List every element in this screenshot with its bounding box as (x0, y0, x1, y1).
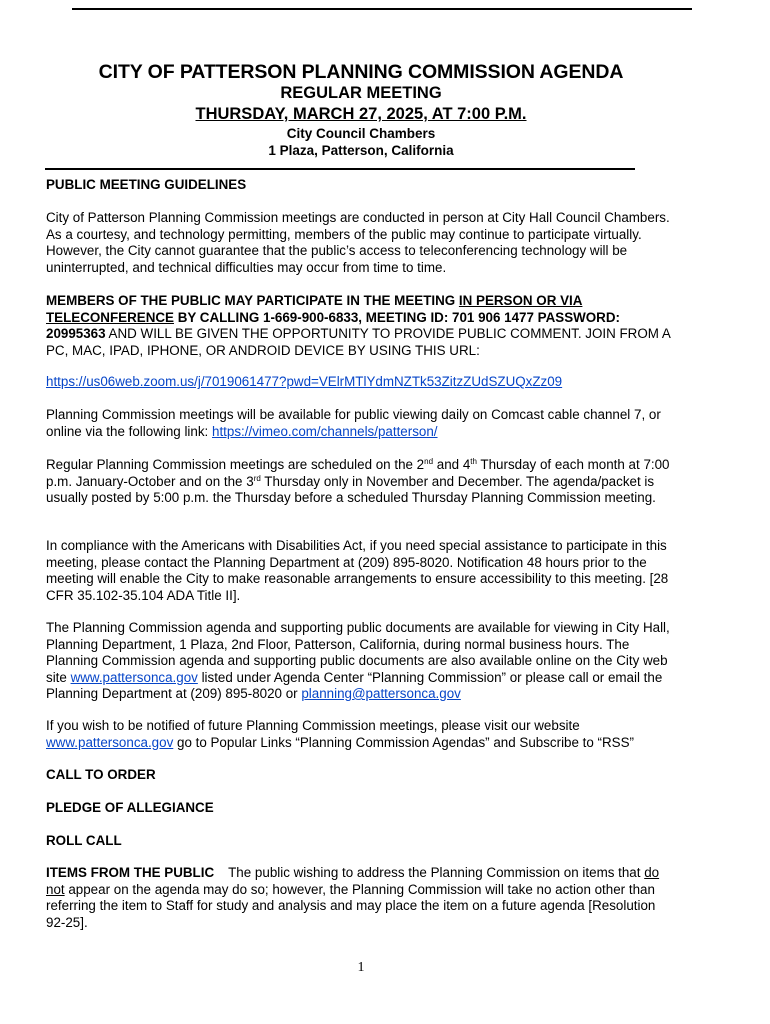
ada-paragraph: In compliance with the Americans with Disabilities Act, if you need special assistance to participate in this meeting, please contact the Planning Department at (209) 895-8020. Notification 48 hours prior to the meeting will enable the City to make reasonable arrangements to ensure accessibility to this meeting. [28 CFR 35.102-35.104 ADA Title II]. (46, 538, 669, 603)
items-do-not: do not (46, 865, 660, 897)
agenda-title: CITY OF PATTERSON PLANNING COMMISSION AGENDA (98, 61, 624, 83)
meeting-address: 1 Plaza, Patterson, California (268, 143, 454, 158)
viewing-paragraph (46, 407, 671, 440)
schedule-text-4: Thursday only in November and December. The agenda/packet is usually posted by 5:00 p.m. the Thursday before a scheduled Thursday Planning Commission meeting. (46, 473, 656, 505)
schedule-text-2: and 4 (433, 457, 471, 472)
documents-text-2: listed under Agenda Center “Planning Commission” or please call or email the Planning Department at (209) 895-8020 or (46, 669, 663, 701)
items-from-public-heading: ITEMS FROM THE PUBLIC (46, 865, 215, 880)
website-link[interactable]: www.pattersonca.gov (70, 669, 198, 685)
notify-website-link[interactable]: www.pattersonca.gov (46, 734, 174, 750)
items-text-2: appear on the agenda may do so; however, the Planning Commission will take no action other than referring the item to Staff for study and analysis and may place the item on a future agenda [Resolution 92-25]. (46, 881, 656, 930)
schedule-text-1: Regular Planning Commission meetings are scheduled on the 2 (46, 457, 425, 472)
participation-text-a: MEMBERS OF THE PUBLIC MAY PARTICIPATE IN THE MEETING (46, 293, 459, 308)
roll-call-heading: ROLL CALL (46, 833, 122, 848)
schedule-sup-2: th (470, 457, 477, 466)
guidelines-intro: City of Patterson Planning Commission meetings are conducted in person at City Hall Council Chambers. As a courtesy, and technology permitting, members of the public may continue to participate virtually. However, the City cannot guarantee that the public’s access to teleconferencing technology will be uninterrupted, and technical difficulties may occur from time to time. (46, 210, 670, 275)
top-rule (72, 8, 692, 10)
pledge-heading: PLEDGE OF ALLEGIANCE (46, 800, 214, 815)
items-text-1: The public wishing to address the Planning Commission on items that (228, 865, 645, 880)
schedule-text-3: Thursday of each month at 7:00 p.m. January-October and on the 3 (46, 457, 670, 489)
vimeo-link[interactable]: https://vimeo.com/channels/patterson/ (212, 423, 438, 439)
participation-in-person: IN PERSON OR VIA TELECONFERENCE (46, 293, 583, 325)
header-divider (45, 168, 635, 170)
meeting-type: REGULAR MEETING (280, 84, 442, 102)
zoom-link-line (46, 374, 671, 391)
schedule-sup-3: rd (253, 473, 261, 483)
notify-text-1: If you wish to be notified of future Planning Commission meetings, please visit our website (46, 718, 580, 733)
schedule-paragraph (46, 457, 671, 507)
participation-text-d: AND WILL BE GIVEN THE OPPORTUNITY TO PROVIDE PUBLIC COMMENT. JOIN FROM A PC, MAC, IPAD, IPHONE, OR ANDROID DEVICE BY USING THIS URL: (46, 326, 671, 358)
meeting-venue: City Council Chambers (286, 126, 436, 141)
schedule-sup-1: nd (424, 457, 434, 466)
notify-paragraph (46, 718, 671, 751)
page-number: 1 (357, 960, 365, 975)
call-to-order-heading: CALL TO ORDER (46, 767, 156, 782)
meeting-date-time: THURSDAY, MARCH 27, 2025, AT 7:00 P.M. (195, 105, 527, 123)
viewing-text: Planning Commission meetings will be available for public viewing daily on Comcast cable channel 7, or online via the following link: (46, 407, 661, 439)
zoom-link[interactable]: https://us06web.zoom.us/j/7019061477?pwd=VElrMTlYdmNZTk53ZitzZUdSZUQxZz09 (46, 374, 563, 389)
email-link[interactable]: planning@pattersonca.gov (301, 686, 461, 701)
documents-paragraph (46, 620, 671, 703)
documents-text-1: The Planning Commission agenda and supporting public documents are available for viewing in City Hall, Planning Department, 1 Plaza, 2nd Floor, Patterson, California, during normal business hours. The Planning Commission agenda and supporting public documents are also available online on the City web site (46, 620, 670, 685)
participation-call-info: BY CALLING 1-669-900-6833, MEETING ID: 701 906 1477 PASSWORD: 20995363 (46, 309, 620, 341)
guidelines-heading: PUBLIC MEETING GUIDELINES (46, 177, 247, 192)
notify-text-2: go to Popular Links “Planning Commission Agendas” and Subscribe to “RSS” (173, 734, 635, 750)
participation-paragraph (46, 293, 671, 359)
items-from-public-paragraph (46, 865, 671, 931)
